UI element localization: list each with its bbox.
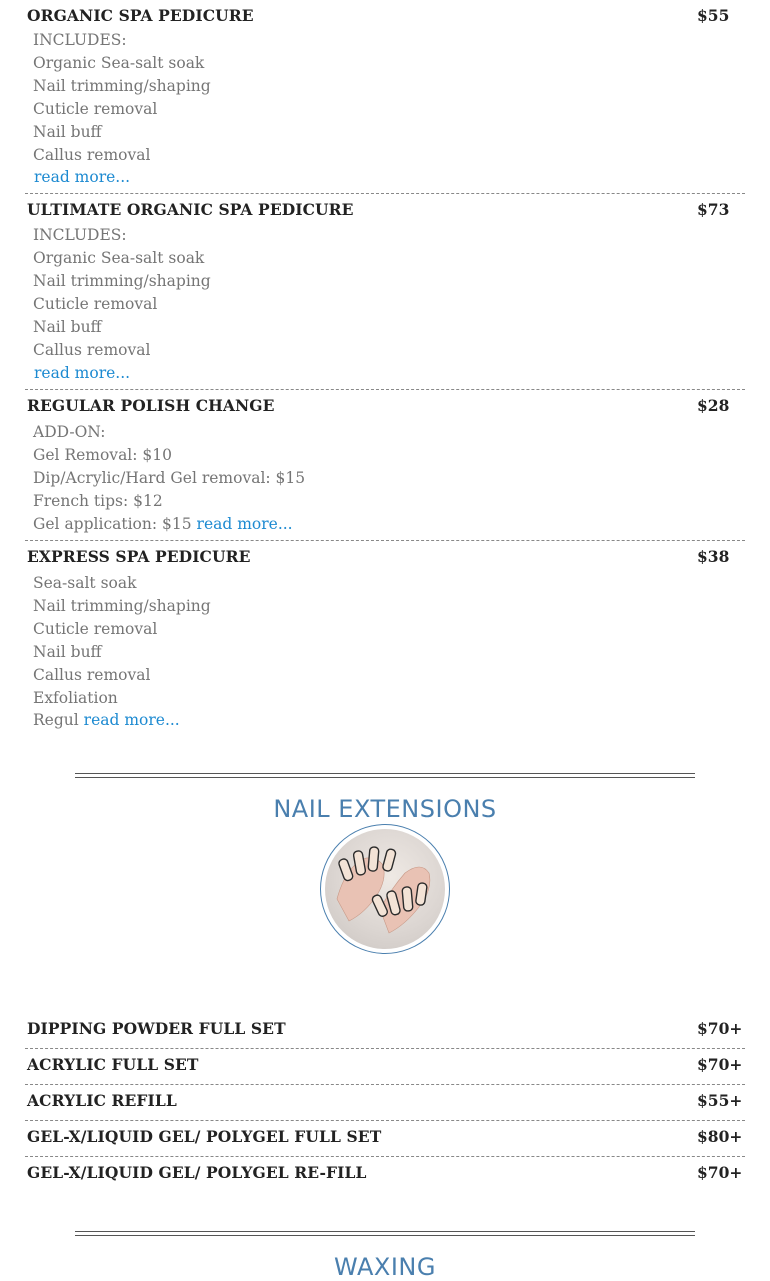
section-divider (75, 773, 695, 778)
service-detail: Nail trimming/shaping (33, 597, 211, 615)
service-price: $28 (697, 396, 730, 415)
section-title-nail-extensions: NAIL EXTENSIONS (273, 795, 497, 823)
service-detail: Nail buff (33, 318, 102, 336)
service-item (25, 1085, 745, 1121)
service-detail: Cuticle removal (33, 100, 158, 118)
service-name: ORGANIC SPA PEDICURE (27, 6, 254, 25)
service-detail: Cuticle removal (33, 295, 158, 313)
read-more-row (34, 364, 130, 382)
service-detail: Cuticle removal (33, 620, 158, 638)
nail-image (325, 829, 445, 949)
service-list (25, 0, 745, 741)
service-detail: INCLUDES: (33, 31, 127, 49)
service-detail: Organic Sea-salt soak (33, 249, 205, 267)
service-detail: INCLUDES: (33, 226, 127, 244)
service-item (25, 390, 745, 541)
service-price: $70+ (697, 1055, 743, 1074)
service-price: $55 (697, 6, 730, 25)
hands-illustration (325, 829, 445, 949)
service-detail: Callus removal (33, 341, 151, 359)
service-detail: Callus removal (33, 666, 151, 684)
nail-extensions-list (25, 1013, 745, 1192)
service-detail: Callus removal (33, 146, 151, 164)
service-price: $70+ (697, 1019, 743, 1038)
service-price: $80+ (697, 1127, 743, 1146)
service-item (25, 1049, 745, 1085)
service-name: ACRYLIC REFILL (27, 1091, 177, 1110)
service-price: $55+ (697, 1091, 743, 1110)
service-item (25, 1157, 745, 1192)
service-price: $70+ (697, 1163, 743, 1182)
read-more-row (33, 711, 180, 729)
service-detail: French tips: $12 (33, 492, 163, 510)
service-name: REGULAR POLISH CHANGE (27, 396, 275, 415)
service-detail: ADD-ON: (33, 423, 106, 441)
service-detail: Nail trimming/shaping (33, 77, 211, 95)
read-more-link[interactable]: read more... (196, 515, 293, 533)
service-name: EXPRESS SPA PEDICURE (27, 547, 251, 566)
section-title-waxing: WAXING (334, 1253, 436, 1281)
read-more-row (33, 515, 293, 533)
read-more-link[interactable]: read more... (83, 711, 180, 729)
service-detail: Regul (33, 711, 79, 729)
service-detail: Gel Removal: $10 (33, 446, 173, 464)
service-detail: Organic Sea-salt soak (33, 54, 205, 72)
service-price: $38 (697, 547, 730, 566)
service-price: $73 (697, 200, 730, 219)
service-detail: Gel application: $15 (33, 515, 192, 533)
read-more-link[interactable]: read more... (34, 364, 131, 382)
service-item (25, 541, 745, 741)
service-item (25, 1121, 745, 1157)
service-detail: Nail buff (33, 123, 102, 141)
service-detail: Sea-salt soak (33, 574, 137, 592)
nail-extensions-photo (320, 824, 450, 954)
service-item (25, 1013, 745, 1049)
read-more-row (34, 168, 130, 186)
service-detail: Exfoliation (33, 689, 118, 707)
service-item (25, 0, 745, 194)
section-divider (75, 1231, 695, 1236)
service-name: GEL-X/LIQUID GEL/ POLYGEL FULL SET (27, 1127, 382, 1146)
service-detail: Nail trimming/shaping (33, 272, 211, 290)
read-more-link[interactable]: read more... (34, 168, 131, 186)
service-detail: Dip/Acrylic/Hard Gel removal: $15 (33, 469, 306, 487)
service-name: ULTIMATE ORGANIC SPA PEDICURE (27, 200, 354, 219)
service-name: DIPPING POWDER FULL SET (27, 1019, 286, 1038)
service-name: GEL-X/LIQUID GEL/ POLYGEL RE-FILL (27, 1163, 367, 1182)
service-item (25, 194, 745, 390)
service-detail: Nail buff (33, 643, 102, 661)
service-name: ACRYLIC FULL SET (27, 1055, 199, 1074)
